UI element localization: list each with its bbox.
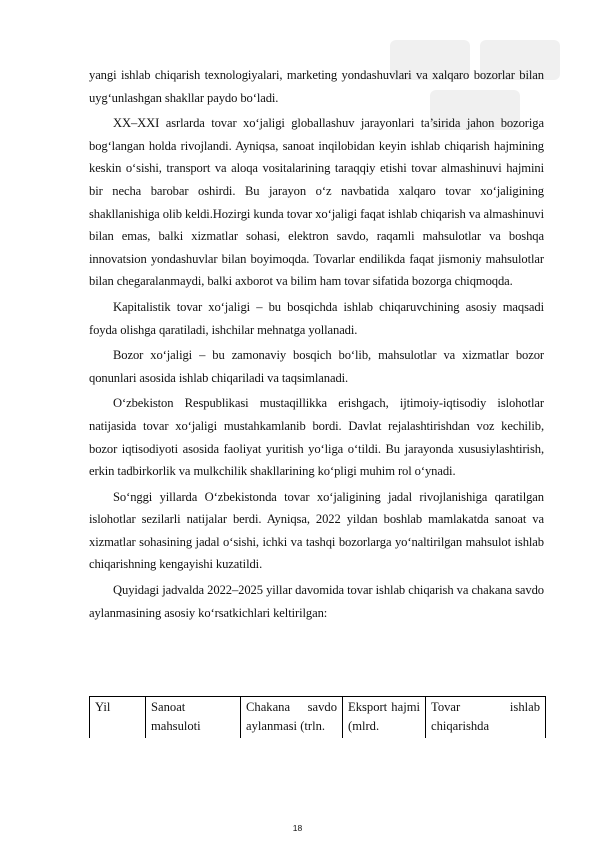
paragraph: XX–XXI asrlarda tovar xo‘jaligi globallashuv jarayonlari ta’sirida jahon bozoriga bog‘langan holda rivojlandi. Ayniqsa, sanoat inqilobidan keyin ishlab chiqarish hajmining keskin o‘sishi, transport va aloqa vositalarining taraqqiy etishi tovar almashinuvi hajmini bir necha barobar oshirdi. Bu jarayon o‘z navbatida xalqaro tovar xo‘jaligining shakllanishiga olib keldi.Hozirgi kunda tovar xo‘jaligi faqat ishlab chiqarish va almashinuvi bilan emas, balki xizmatlar sohasi, elektron savdo, raqamli mahsulotlar va boshqa innovatsion yondashuvlar bilan boyimoqda. Tovarlar endilikda faqat jismoniy mahsulotlar bilan chegaralanmaydi, balki axborot va bilim ham tovar sifatida bozorga chiqmoqda. <box>89 116 544 289</box>
paragraph: Bozor xo‘jaligi – bu zamonaviy bosqich bo‘lib, mahsulotlar va xizmatlar bozor qonunlari asosida ishlab chiqariladi va taqsimlanadi. <box>89 348 544 385</box>
document-body <box>89 64 544 627</box>
table-header-cell: Yil <box>90 697 146 739</box>
indicators-table <box>89 696 546 738</box>
paragraph: O‘zbekiston Respublikasi mustaqillikka erishgach, ijtimoiy-iqtisodiy islohotlar natijasida tovar xo‘jaligi mustahkamlanib bordi. Davlat rejalashtirishdan voz kechilib, bozor iqtisodiyoti asosida faoliyat yuritish yo‘liga o‘tildi. Bu jarayonda xususiylashtirish, erkin tadbirkorlik va mulkchilik shakllarining ko‘pligi muhim rol o‘ynadi. <box>89 396 544 479</box>
page-number: 18 <box>292 823 303 833</box>
table-header-cell: Eksport hajmi (mlrd. <box>343 697 426 739</box>
table-header-cell: Tovar ishlab chiqarishda <box>426 697 546 739</box>
paragraph: Quyidagi jadvalda 2022–2025 yillar davomida tovar ishlab chiqarish va chakana savdo aylanmasining asosiy ko‘rsatkichlari keltirilgan: <box>89 583 544 620</box>
table-header-row <box>90 697 546 739</box>
table-header-cell: Chakana savdo aylanmasi (trln. <box>241 697 343 739</box>
paragraph: So‘nggi yillarda O‘zbekistonda tovar xo‘jaligining jadal rivojlanishiga qaratilgan islohotlar sezilarli natijalar berdi. Ayniqsa, 2022 yildan boshlab mamlakatda sanoat va xizmatlar sohasining jadal o‘sishi, ichki va tashqi bozorlarga yo‘naltirilgan mahsulot ishlab chiqarishning kengayishi kuzatildi. <box>89 489 544 572</box>
paragraph: yangi ishlab chiqarish texnologiyalari, marketing yondashuvlari va xalqaro bozorlar bilan uyg‘unlashgan shakllar paydo bo‘ladi. <box>89 68 544 105</box>
table-header-cell: Sanoat mahsuloti <box>146 697 241 739</box>
paragraph: Kapitalistik tovar xo‘jaligi – bu bosqichda ishlab chiqaruvchining asosiy maqsadi foyda olishga qaratiladi, ishchilar mehnatga yollanadi. <box>89 299 544 337</box>
